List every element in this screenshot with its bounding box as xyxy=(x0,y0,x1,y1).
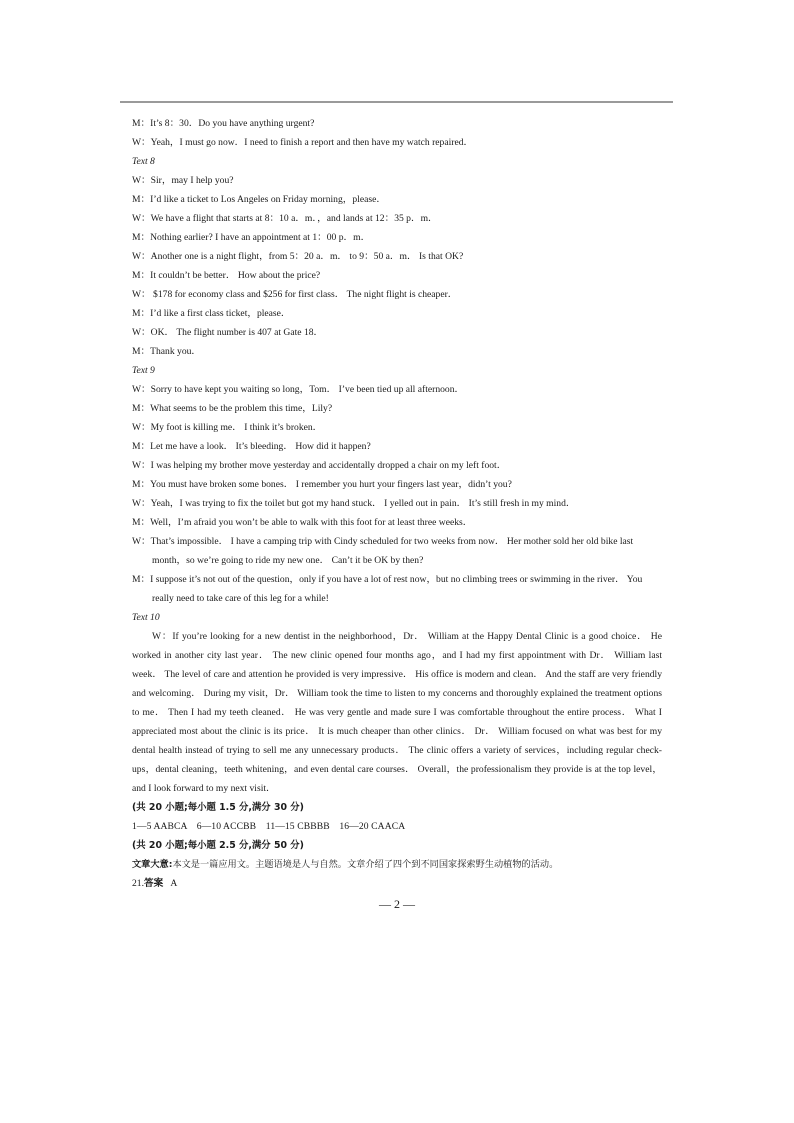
dialogue-line: W： $178 for economy class and $256 for first class． The night flight is cheaper． xyxy=(132,289,458,300)
header-rule xyxy=(120,101,673,103)
dialogue-line: M：You must have broken some bones． I remember you hurt your fingers last year，didn’t you? xyxy=(132,479,512,490)
dialogue-line: W：Yeah，I was trying to fix the toilet but got my hand stuck． I yelled out in pain． It’s still fresh in my mind． xyxy=(132,498,576,509)
dialogue-line: W：Sorry to have kept you waiting so long，Tom． I’ve been tied up all afternoon． xyxy=(132,384,465,395)
question-number: 21. xyxy=(132,878,144,889)
dialogue-line: M：What seems to be the problem this time，Lily? xyxy=(132,403,333,414)
question-21 xyxy=(132,874,662,893)
dialogue-line: W：Another one is a night flight，from 5：20 a．m． to 9：50 a．m． Is that OK? xyxy=(132,251,464,262)
dialogue-line: W：OK． The flight number is 407 at Gate 18． xyxy=(132,327,324,338)
dialogue-line: W：Sir，may I help you? xyxy=(132,175,234,186)
text-8-label: Text 8 xyxy=(132,156,155,167)
dialogue-line: W：I was helping my brother move yesterday and accidentally dropped a chair on my left foot． xyxy=(132,460,507,471)
dialogue-line-wrapped: M：I suppose it’s not out of the question，only if you have a lot of rest now，but no climbing trees or swimming in the river． You really need to take care of this leg for a while! xyxy=(132,574,643,604)
dialogue-line: W：Yeah，I must go now．I need to finish a report and then have my watch repaired． xyxy=(132,137,474,148)
section-1-header: (共 20 小题;每小题 1.5 分,满分 30 分) xyxy=(132,802,304,813)
dialogue-line: M：I’d like a first class ticket，please． xyxy=(132,308,291,319)
dialogue-line: M：It’s 8：30．Do you have anything urgent? xyxy=(132,118,315,129)
dialogue-line: M：Let me have a look． It’s bleeding． How did it happen? xyxy=(132,441,371,452)
dialogue-line-wrapped: W：That’s impossible． I have a camping trip with Cindy scheduled for two weeks from now． Her mother sold her old bike last month，so we’re going to ride my new one． Can’t it be OK by then? xyxy=(132,536,634,566)
summary-text: 本文是一篇应用文。主题语境是人与自然。文章介绍了四个到不同国家探索野生动植物的活动。 xyxy=(172,859,559,870)
dialogue-line: W：We have a flight that starts at 8：10 a．m．，and lands at 12：35 p．m． xyxy=(132,213,438,224)
document-body xyxy=(132,114,662,893)
text-9-label: Text 9 xyxy=(132,365,155,376)
dialogue-line: W：My foot is killing me． I think it’s broken． xyxy=(132,422,323,433)
dialogue-line: M：It couldn’t be better． How about the price? xyxy=(132,270,321,281)
text-10-label: Text 10 xyxy=(132,612,160,623)
page-number: — 2 — xyxy=(379,897,415,911)
answer-value: A xyxy=(170,878,178,889)
dialogue-line: M：Nothing earlier? I have an appointment at 1：00 p．m． xyxy=(132,232,371,243)
dialogue-line: M：Thank you． xyxy=(132,346,202,357)
article-summary xyxy=(132,855,662,874)
section-1-answers: 1—5 AABCA 6—10 ACCBB 11—15 CBBBB 16—20 CAACA xyxy=(132,821,406,832)
summary-label: 文章大意: xyxy=(132,859,173,870)
dialogue-line: M：Well，I’m afraid you won’t be able to walk with this foot for at least three weeks． xyxy=(132,517,473,528)
dialogue-line: M：I’d like a ticket to Los Angeles on Friday morning，please． xyxy=(132,194,386,205)
text-10-paragraph: W：If you’re looking for a new dentist in the neighborhood，Dr． William at the Happy Dental Clinic is a good choice． He worked in another city last year． The new clinic opened four months ago，and I had my first appointment with Dr． William last week． The level of care and attention he provided is very impressive． His office is modern and clean． And the staff are very friendly and welcoming． During my visit，Dr． William took the time to listen to my concerns and thoroughly explained the treatment options to me． Then I had my teeth cleaned． He was very gentle and made sure I was comfortable throughout the entire process． What I appreciated most about the clinic is its price． It is much cheaper than other clinics． Dr． William focused on what was best for my dental health instead of trying to sell me any unnecessary products． The clinic offers a variety of services，including regular check-ups，dental cleaning，teeth whitening，and even dental care courses． Overall，the professionalism they provide is at the top level，and I look forward to my next visit． xyxy=(132,631,662,794)
section-2-header: (共 20 小题;每小题 2.5 分,满分 50 分) xyxy=(132,840,304,851)
answer-label: 答案 xyxy=(144,878,164,889)
